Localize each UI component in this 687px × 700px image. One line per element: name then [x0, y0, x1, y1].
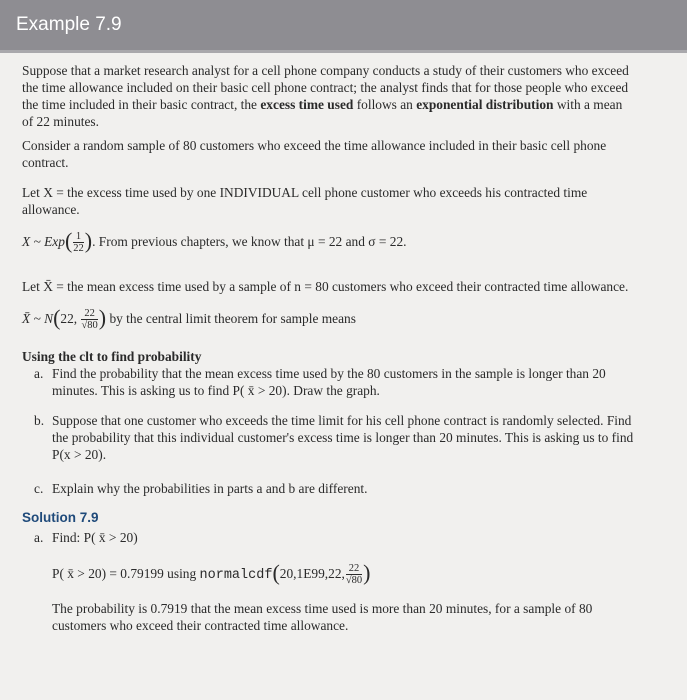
sample-line-1: Consider a random sample of 80 customers who exceed the time allowance included in their basic cell phone: [22, 138, 607, 153]
item-a-line-1: Find the probability that the mean excess time used by the 80 customers in the sample is longer than 20: [52, 366, 606, 381]
item-a-marker: a.: [34, 366, 44, 381]
normal-sd-fraction: $\frac{22}{√80}$: [81, 308, 98, 332]
example-title: Example 7.9: [16, 14, 122, 35]
intro-line-4: of 22 minutes.: [22, 114, 99, 129]
exp-rate-fraction: $\frac{1}{22}$: [73, 231, 84, 255]
calc-sd-fraction: $\frac{22}{√80}$: [345, 563, 363, 587]
solution-a-find: Find: P( x̄ > 20): [52, 530, 138, 545]
item-a-line-2: minutes. This is asking us to find P( x̄ > 20). Draw the graph.: [52, 383, 380, 398]
solution-result-line-2: customers who exceed their contracted time allowance.: [52, 618, 349, 633]
clt-heading: Using the clt to find probability: [22, 349, 202, 364]
solution-result-line-1: The probability is 0.7919 that the mean excess time used is more than 20 minutes, for a sample of 80: [52, 601, 593, 616]
let-x-line-2: allowance.: [22, 202, 80, 217]
example-header-bar: [0, 0, 687, 53]
solution-a-marker: a.: [34, 530, 44, 545]
item-b-line-3: P(x > 20).: [52, 447, 107, 462]
let-xbar-line: Let X̄ = the mean excess time used by a sample of n = 80 customers who exceed their contracted time allowance.: [22, 279, 629, 294]
solution-heading: Solution 7.9: [22, 510, 99, 525]
item-c-line-1: Explain why the probabilities in parts a and b are different.: [52, 481, 368, 496]
excess-time-used-term: excess time used: [260, 97, 354, 112]
solution-calculation: P( x̄ > 20) = 0.79199 using normalcdf(20,1E99,22, $\frac{22}{√80}$ ): [52, 560, 371, 587]
intro-line-3: the time included in their basic contract, the excess time used follows an exponential distribution with a mean: [22, 97, 623, 112]
sample-line-2: contract.: [22, 155, 69, 170]
normal-distribution-statement: X̄ ~ N(22, $\frac{22}{√80}$ ) by the central limit theorem for sample means: [22, 305, 356, 332]
item-b-marker: b.: [34, 413, 45, 428]
intro-line-2: the time allowance included on their basic cell phone contract; the analyst finds that for those people who exceed: [22, 80, 629, 95]
item-c-marker: c.: [34, 481, 44, 496]
item-b-line-2: the probability that this individual customer's excess time is longer than 20 minutes. This is asking us to find: [52, 430, 634, 445]
intro-line-1: Suppose that a market research analyst for a cell phone company conducts a study of their customers who exceed: [22, 63, 629, 78]
exp-distribution-statement: X ~ Exp( $\frac{1}{22}$ ). From previous chapters, we know that μ = 22 and σ = 22.: [22, 228, 407, 255]
normalcdf-function: normalcdf: [199, 568, 273, 583]
item-b-line-1: Suppose that one customer who exceeds the time limit for his cell phone contract is randomly selected. Find: [52, 413, 632, 428]
exponential-distribution-term: exponential distribution: [416, 97, 554, 112]
let-x-line-1: Let X = the excess time used by one INDIVIDUAL cell phone customer who exceeds his contracted time: [22, 185, 588, 200]
